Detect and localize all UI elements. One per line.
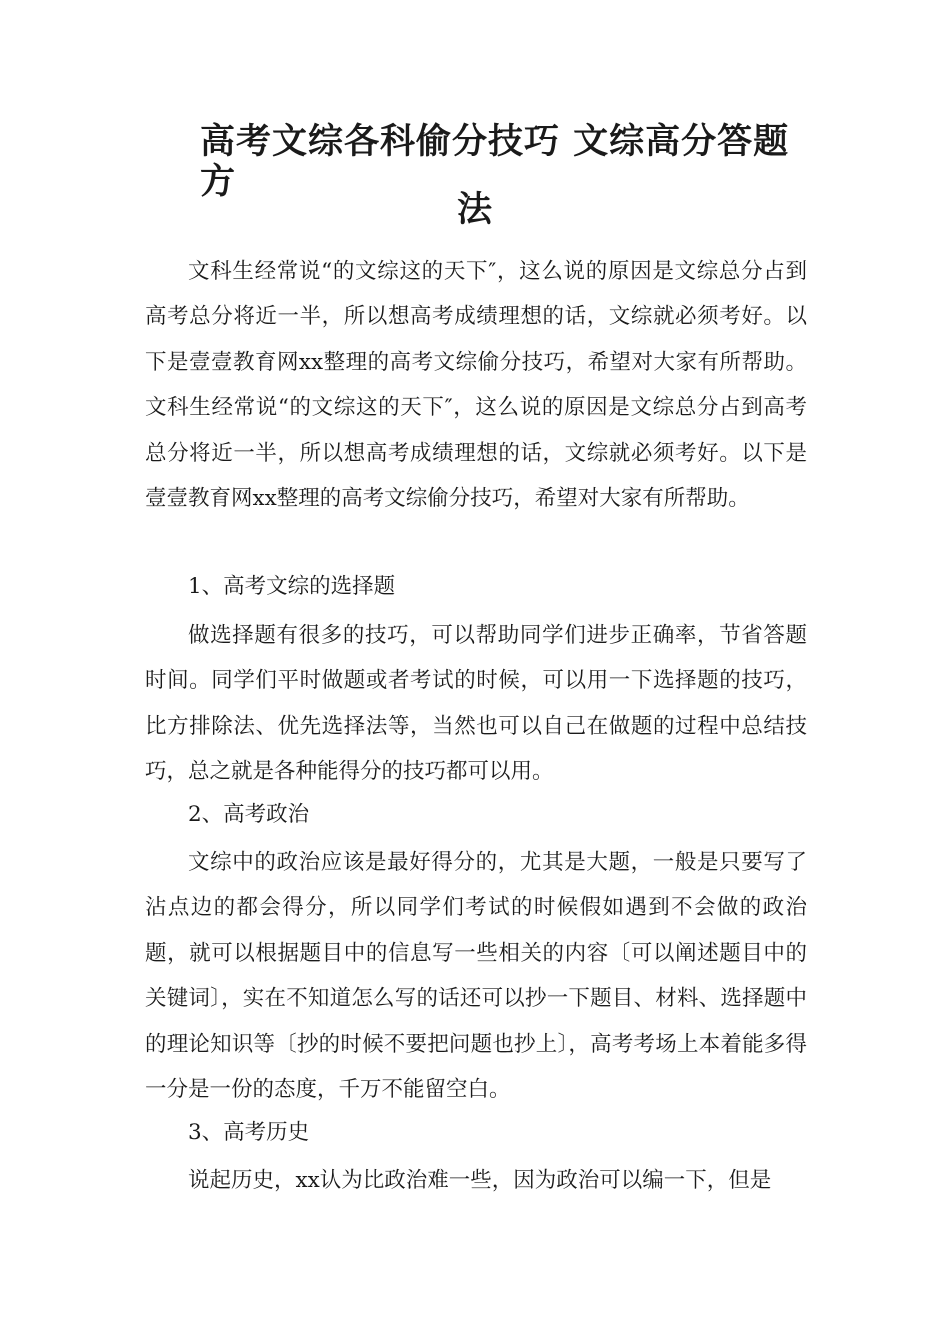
- document-title-line-1: 高考文综各科偷分技巧 文综高分答题方: [200, 121, 790, 202]
- document-title-line-2: 法: [456, 189, 493, 230]
- section-body-1: 做选择题有很多的技巧，可以帮助同学们进步正确率，节省答题时间。同学们平时做题或者考试的时候，可以用一下选择题的技巧，比方排除法、优先选择法等，当然也可以自己在做题的过程中总结技巧，总之就是各种能得分的技巧都可以用。: [145, 623, 807, 785]
- section-heading-2: 2、高考政治: [188, 802, 310, 827]
- section-body-3: 说起历史，xx认为比政治难一些，因为政治可以编一下，但是: [188, 1168, 772, 1193]
- section-heading-3: 3、高考历史: [188, 1120, 310, 1145]
- section-body-2: 文综中的政治应该是最好得分的，尤其是大题，一般是只要写了沾点边的都会得分，所以同学们考试的时候假如遇到不会做的政治题，就可以根据题目中的信息写一些相关的内容〔可以阐述题目中的关键词〕，实在不知道怎么写的话还可以抄一下题目、材料、选择题中的理论知识等〔抄的时候不要把问题也抄上〕，高考考场上本着能多得一分是一份的态度，千万不能留空白。: [145, 850, 807, 1103]
- section-heading-1: 1、高考文综的选择题: [188, 574, 396, 599]
- intro-paragraph: 文科生经常说“的文综这的天下″，这么说的原因是文综总分占到高考总分将近一半，所以想高考成绩理想的话，文综就必须考好。以下是壹壹教育网xx整理的高考文综偷分技巧，希望对大家有所帮助。文科生经常说“的文综这的天下″，这么说的原因是文综总分占到高考总分将近一半，所以想高考成绩理想的话，文综就必须考好。以下是壹壹教育网xx整理的高考文综偷分技巧，希望对大家有所帮助。: [145, 259, 807, 512]
